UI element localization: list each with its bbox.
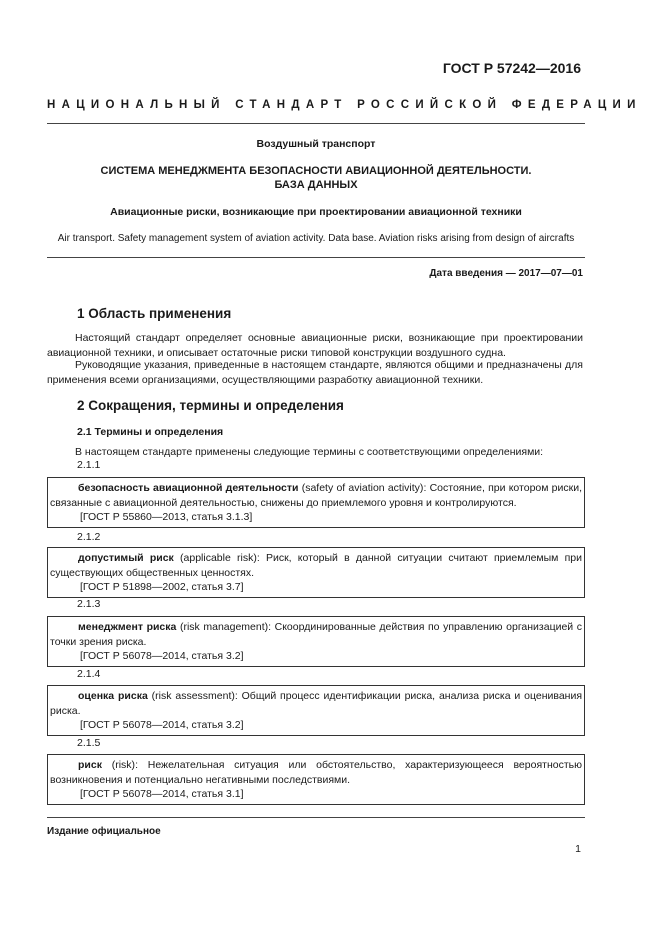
footer-divider — [47, 817, 585, 818]
term-reference: [ГОСТ Р 56078—2014, статья 3.1] — [80, 788, 244, 800]
section-1-heading: 1 Область применения — [77, 306, 232, 321]
term-box — [47, 616, 585, 667]
term-definition: : Нежелательная ситуация или обстоятельство, характеризующееся вероятностью возникновения и потенциально негативными последствиями. — [50, 759, 582, 786]
term-box — [47, 547, 585, 598]
term-number: 2.1.3 — [77, 598, 101, 610]
subsection-2-1-heading: 2.1 Термины и определения — [77, 426, 224, 438]
term-number: 2.1.2 — [77, 531, 101, 543]
term-box — [47, 754, 585, 805]
subject-heading: Воздушный транспорт — [256, 138, 376, 150]
english-title: Air transport. Safety management system of aviation activity. Data base. Aviation risks arising from design of aircrafts — [57, 233, 575, 244]
term-box — [47, 685, 585, 736]
term-number: 2.1.5 — [77, 737, 101, 749]
document-number: ГОСТ Р 57242—2016 — [442, 60, 581, 76]
section-2-heading: 2 Сокращения, термины и определения — [77, 398, 344, 413]
term-reference: [ГОСТ Р 55860—2013, статья 3.1.3] — [80, 511, 253, 523]
term-reference: [ГОСТ Р 56078—2014, статья 3.2] — [80, 650, 244, 662]
title-divider — [47, 257, 585, 258]
term-definition: : Скоординированные действия по управлению организацией с точки зрения риска. — [50, 621, 582, 648]
term-name: безопасность авиационной деятельности — [78, 482, 299, 494]
term-number: 2.1.1 — [77, 459, 101, 471]
term-english: (risk assessment) — [151, 690, 235, 702]
term-number: 2.1.4 — [77, 668, 101, 680]
terms-intro: В настоящем стандарте применены следующие термины с соответствующими определениями: — [75, 446, 544, 458]
term-name: оценка риска — [78, 690, 148, 702]
term-box — [47, 477, 585, 528]
term-name: менеджмент риска — [78, 621, 177, 633]
term-english: (applicable risk) — [180, 552, 257, 564]
term-reference: [ГОСТ Р 56078—2014, статья 3.2] — [80, 719, 244, 731]
document-subtitle: Авиационные риски, возникающие при проектировании авиационной техники — [110, 206, 522, 218]
term-name: риск — [78, 759, 102, 771]
top-divider — [47, 123, 585, 124]
title-line-2: БАЗА ДАННЫХ — [274, 179, 358, 191]
term-english: (safety of aviation activity) — [301, 482, 424, 494]
section-1-paragraph-2: Руководящие указания, приведенные в настоящем стандарте, являются общими и предназначены для применения всеми организациями, осуществляющими разработку авиационной техники. — [47, 359, 583, 386]
term-english: (risk) — [111, 759, 136, 771]
term-definition: : Риск, который в данной ситуации считают приемлемым при существующих общественных ценностях. — [50, 552, 582, 579]
introduction-date: Дата введения — 2017—07—01 — [429, 268, 583, 279]
official-edition: Издание официальное — [47, 826, 161, 837]
section-1-paragraph-1: Настоящий стандарт определяет основные авиационные риски, возникающие при проектировании авиационной техники, и описывает остаточные риски типовой конструкции воздушного судна. — [47, 332, 583, 359]
title-line-1: СИСТЕМА МЕНЕДЖМЕНТА БЕЗОПАСНОСТИ АВИАЦИОННОЙ ДЕЯТЕЛЬНОСТИ. — [100, 165, 532, 177]
term-definition: : Состояние, при котором риски, связанные с авиационной деятельностью, снижены до приемлемого уровня и контролируются. — [50, 482, 583, 509]
term-definition: : Общий процесс идентификации риска, анализа риска и оценивания риска. — [50, 690, 583, 717]
national-standard-banner: НАЦИОНАЛЬНЫЙ СТАНДАРТ РОССИЙСКОЙ ФЕДЕРАЦИИ — [47, 99, 642, 111]
document-title — [47, 164, 585, 192]
term-name: допустимый риск — [78, 552, 174, 564]
term-english: (risk management) — [179, 621, 269, 633]
page-number: 1 — [575, 843, 581, 855]
term-reference: [ГОСТ Р 51898—2002, статья 3.7] — [80, 581, 244, 593]
